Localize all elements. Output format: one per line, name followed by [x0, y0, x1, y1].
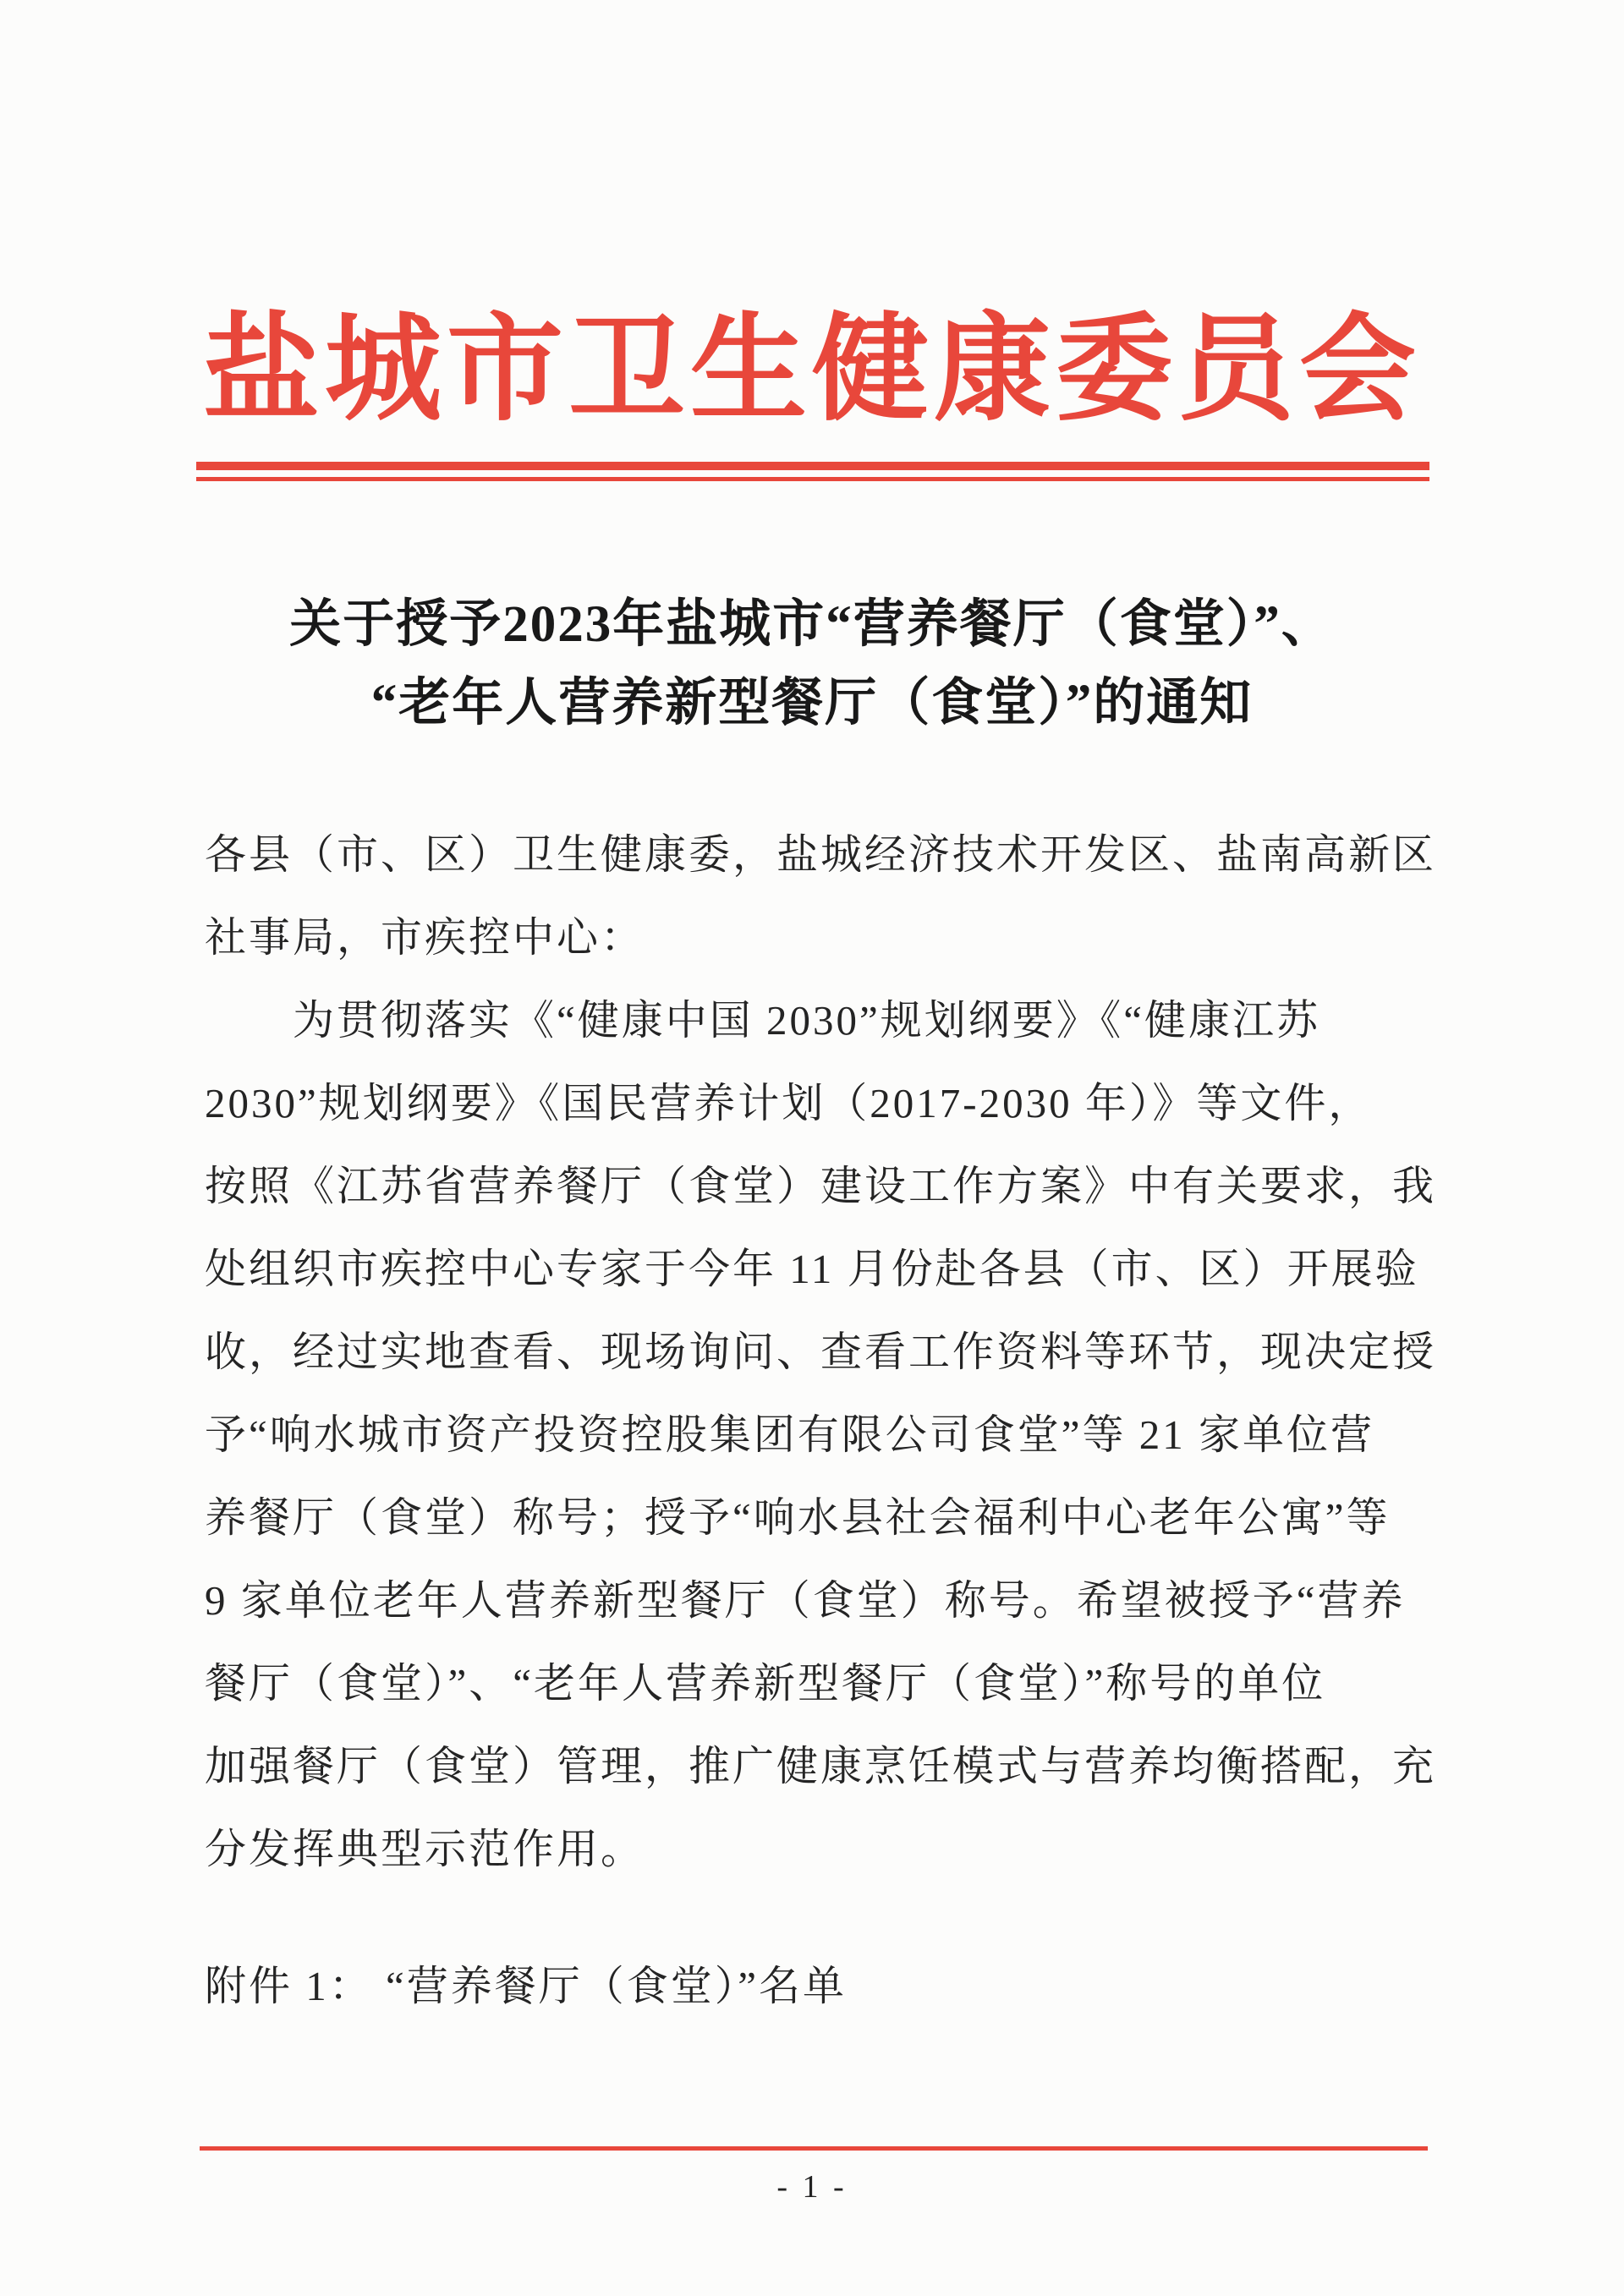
page-number: - 1 - [776, 2169, 848, 2205]
body-line: 按照《江苏省营养餐厅（食堂）建设工作方案》中有关要求，我 [205, 1163, 1437, 1209]
body-line: 为贯彻落实《“健康中国 2030”规划纲要》《“健康江苏 [293, 997, 1320, 1044]
body-line: 9 家单位老年人营养新型餐厅（食堂）称号。希望被授予“营养 [205, 1577, 1406, 1624]
letterhead-org-name: 盐城市卫生健康委员会 [202, 305, 1421, 435]
body-line: 各县（市、区）卫生健康委，盐城经济技术开发区、盐南高新区 [205, 831, 1437, 878]
body-line: 处组织市疾控中心专家于今年 11 月份赴各县（市、区）开展验 [205, 1246, 1419, 1292]
header-divider-thick [196, 462, 1429, 470]
body-line: 社事局，市疾控中心： [205, 914, 645, 961]
document-title-line-2: “老年人营养新型餐厅（食堂）”的通知 [370, 675, 1254, 732]
attachment-note: 附件 1： “营养餐厅（食堂）”名单 [205, 1963, 847, 2009]
body-line: 养餐厅（食堂）称号；授予“响水县社会福利中心老年公寓”等 [205, 1494, 1391, 1541]
document-title-line-1: 关于授予2023年盐城市“营养餐厅（食堂）”、 [289, 596, 1335, 653]
body-line: 2030”规划纲要》《国民营养计划（2017-2030 年）》等文件， [205, 1080, 1373, 1126]
body-line: 加强餐厅（食堂）管理，推广健康烹饪模式与营养均衡搭配，充 [205, 1743, 1437, 1789]
header-divider-thin [196, 477, 1429, 481]
body-line: 餐厅（食堂）”、“老年人营养新型餐厅（食堂）”称号的单位 [205, 1660, 1326, 1707]
footer-divider [200, 2146, 1428, 2151]
body-text [205, 814, 1437, 1891]
body-line: 予“响水城市资产投资控股集团有限公司食堂”等 21 家单位营 [205, 1411, 1374, 1458]
body-line: 分发挥典型示范作用。 [205, 1826, 645, 1872]
document-title [195, 585, 1429, 743]
body-line: 收，经过实地查看、现场询问、查看工作资料等环节，现决定授 [205, 1329, 1437, 1375]
